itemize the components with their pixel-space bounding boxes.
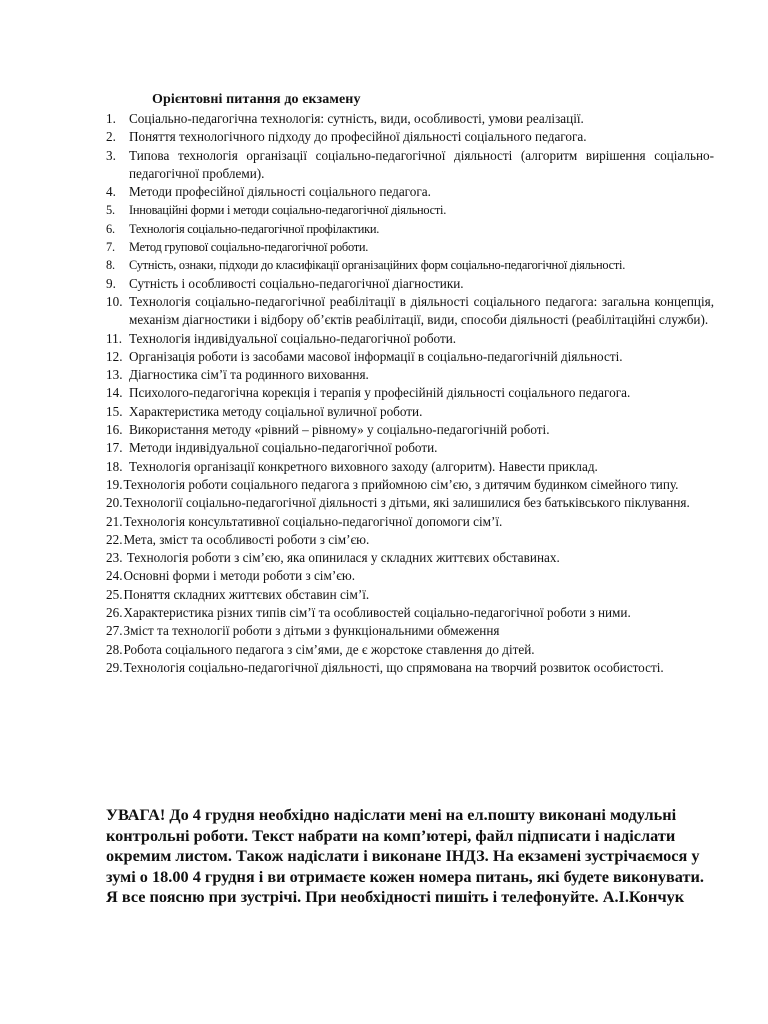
list-item bbox=[106, 622, 714, 640]
question-text: Робота соціального педагога з сім’ями, де є жорстоке ставлення до дітей. bbox=[123, 641, 535, 657]
question-text: Мета, зміст та особливості роботи з сім’єю. bbox=[123, 531, 370, 547]
list-item bbox=[106, 128, 714, 146]
list-item bbox=[106, 494, 714, 512]
question-number: 1. bbox=[106, 111, 116, 126]
question-text: Метод групової соціально-педагогічної роботи. bbox=[129, 240, 369, 255]
question-number: 5. bbox=[106, 203, 115, 218]
question-text: Основні форми і методи роботи з сім’єю. bbox=[123, 568, 356, 584]
question-number: 9. bbox=[106, 275, 116, 291]
list-item bbox=[106, 238, 714, 256]
list-item bbox=[106, 348, 714, 366]
question-text: Зміст та технології роботи з дітьми з функціональними обмеження bbox=[123, 623, 500, 639]
question-number: 27. bbox=[106, 623, 123, 639]
question-number: 6. bbox=[106, 221, 115, 236]
list-item bbox=[106, 201, 714, 219]
question-number: 25. bbox=[106, 586, 123, 602]
list-item bbox=[106, 604, 714, 622]
list-item bbox=[106, 366, 714, 384]
question-number: 28. bbox=[106, 641, 123, 657]
question-number: 13. bbox=[106, 367, 123, 383]
question-text: Інноваційні форми і методи соціально-педагогічної діяльності. bbox=[129, 203, 447, 218]
list-item bbox=[106, 531, 714, 549]
question-text: Технологія роботи з сім’єю, яка опинилася у складних життєвих обставинах. bbox=[126, 550, 560, 566]
question-text: Технологія соціально-педагогічної профілактики. bbox=[129, 221, 380, 236]
question-number: 3. bbox=[106, 147, 116, 163]
question-text: Соціально-педагогічна технологія: сутність, види, особливості, умови реалізації. bbox=[129, 111, 584, 126]
question-number: 24. bbox=[106, 568, 123, 584]
question-number: 14. bbox=[106, 385, 123, 401]
list-item bbox=[106, 275, 714, 293]
list-item bbox=[106, 110, 714, 128]
question-text: Методи індивідуальної соціально-педагогічної роботи. bbox=[129, 440, 438, 456]
question-number: 16. bbox=[106, 422, 123, 438]
list-item bbox=[106, 147, 714, 184]
question-text: Технології соціально-педагогічної діяльності з дітьми, які залишилися без батьківського піклування. bbox=[123, 495, 690, 511]
question-text: Поняття технологічного підходу до професійної діяльності соціального педагога. bbox=[129, 129, 587, 145]
question-number: 17. bbox=[106, 440, 123, 456]
question-text: Технологія соціально-педагогічної реабілітації в діяльності соціального педагога: загальна концепція, механізм діагностики і відбору об’єктів реабілітації, види, способи діяльності (реабілітаційні служби). bbox=[129, 293, 714, 328]
question-text: Характеристика методу соціальної вуличної роботи. bbox=[129, 403, 423, 419]
question-text: Технологія роботи соціального педагога з прийомною сім’єю, з дитячим будинком сімейного типу. bbox=[123, 476, 679, 492]
list-item bbox=[106, 439, 714, 457]
list-item bbox=[106, 659, 714, 677]
question-number: 26. bbox=[106, 605, 123, 621]
list-item bbox=[106, 330, 714, 348]
question-number: 11. bbox=[106, 330, 122, 346]
list-item bbox=[106, 384, 714, 402]
question-number: 19. bbox=[106, 476, 123, 492]
question-text: Технологія організації конкретного виховного заходу (алгоритм). Навести приклад. bbox=[129, 458, 598, 474]
question-text: Технологія консультативної соціально-педагогічної допомоги сім’ї. bbox=[123, 513, 503, 529]
question-number: 22. bbox=[106, 531, 123, 547]
question-number: 20. bbox=[106, 495, 123, 511]
question-number: 2. bbox=[106, 129, 116, 145]
page-title: Орієнтовні питання до екзамену bbox=[152, 92, 361, 107]
list-item bbox=[106, 549, 714, 567]
question-number: 23. bbox=[106, 550, 123, 566]
list-item bbox=[106, 183, 714, 201]
question-text: Технологія індивідуальної соціально-педагогічної роботи. bbox=[129, 330, 457, 346]
list-item bbox=[106, 220, 714, 238]
question-text: Сутність і особливості соціально-педагогічної діагностики. bbox=[129, 275, 464, 291]
question-number: 10. bbox=[106, 293, 123, 309]
list-item bbox=[106, 567, 714, 585]
list-item bbox=[106, 586, 714, 604]
list-item bbox=[106, 476, 714, 494]
list-item bbox=[106, 641, 714, 659]
question-text: Сутність, ознаки, підходи до класифікації організаційних форм соціально-педагогічної діяльності. bbox=[129, 258, 626, 273]
question-text: Психолого-педагогічна корекція і терапія у професійній діяльності соціального педагога. bbox=[129, 385, 631, 401]
question-number: 7. bbox=[106, 240, 115, 255]
list-item bbox=[106, 513, 714, 531]
question-text: Використання методу «рівний – рівному» у соціально-педагогічній роботі. bbox=[129, 422, 550, 438]
question-number: 18. bbox=[106, 458, 123, 474]
exam-questions-list bbox=[106, 110, 714, 677]
question-number: 15. bbox=[106, 403, 123, 419]
question-text: Типова технологія організації соціально-педагогічної діяльності (алгоритм вирішення соціально-педагогічної проблеми). bbox=[129, 147, 714, 181]
question-number: 29. bbox=[106, 659, 123, 675]
question-number: 8. bbox=[106, 258, 115, 273]
question-number: 21. bbox=[106, 513, 123, 529]
question-text: Поняття складних життєвих обставин сім’ї. bbox=[123, 586, 370, 602]
question-text: Організація роботи із засобами масової інформації в соціально-педагогічній діяльності. bbox=[129, 348, 623, 364]
question-text: Методи професійної діяльності соціального педагога. bbox=[129, 184, 431, 200]
question-number: 12. bbox=[106, 348, 123, 364]
notice-paragraph: УВАГА! До 4 грудня необхідно надіслати мені на ел.пошту виконані модульні контрольні роботи. Текст набрати на комп’ютері, файл підписати і надіслати окремим листом. Також надіслати і виконане ІНДЗ. На екзамені зустрічаємося у зумі о 18.00 4 грудня і ви отримаєте кожен номера питань, які будете виконувати. Я все поясню при зустрічі. При необхідності пишіть і телефонуйте. А.І.Кончук bbox=[106, 805, 704, 907]
question-text: Характеристика різних типів сім’ї та особливостей соціально-педагогічної роботи з ними. bbox=[123, 605, 631, 621]
question-number: 4. bbox=[106, 184, 116, 200]
list-item bbox=[106, 403, 714, 421]
list-item bbox=[106, 421, 714, 439]
question-text: Діагностика сім’ї та родинного виховання. bbox=[129, 367, 369, 383]
list-item bbox=[106, 458, 714, 476]
list-item bbox=[106, 293, 714, 330]
list-item bbox=[106, 256, 714, 274]
question-text: Технологія соціально-педагогічної діяльності, що спрямована на творчий розвиток особистості. bbox=[123, 659, 664, 675]
